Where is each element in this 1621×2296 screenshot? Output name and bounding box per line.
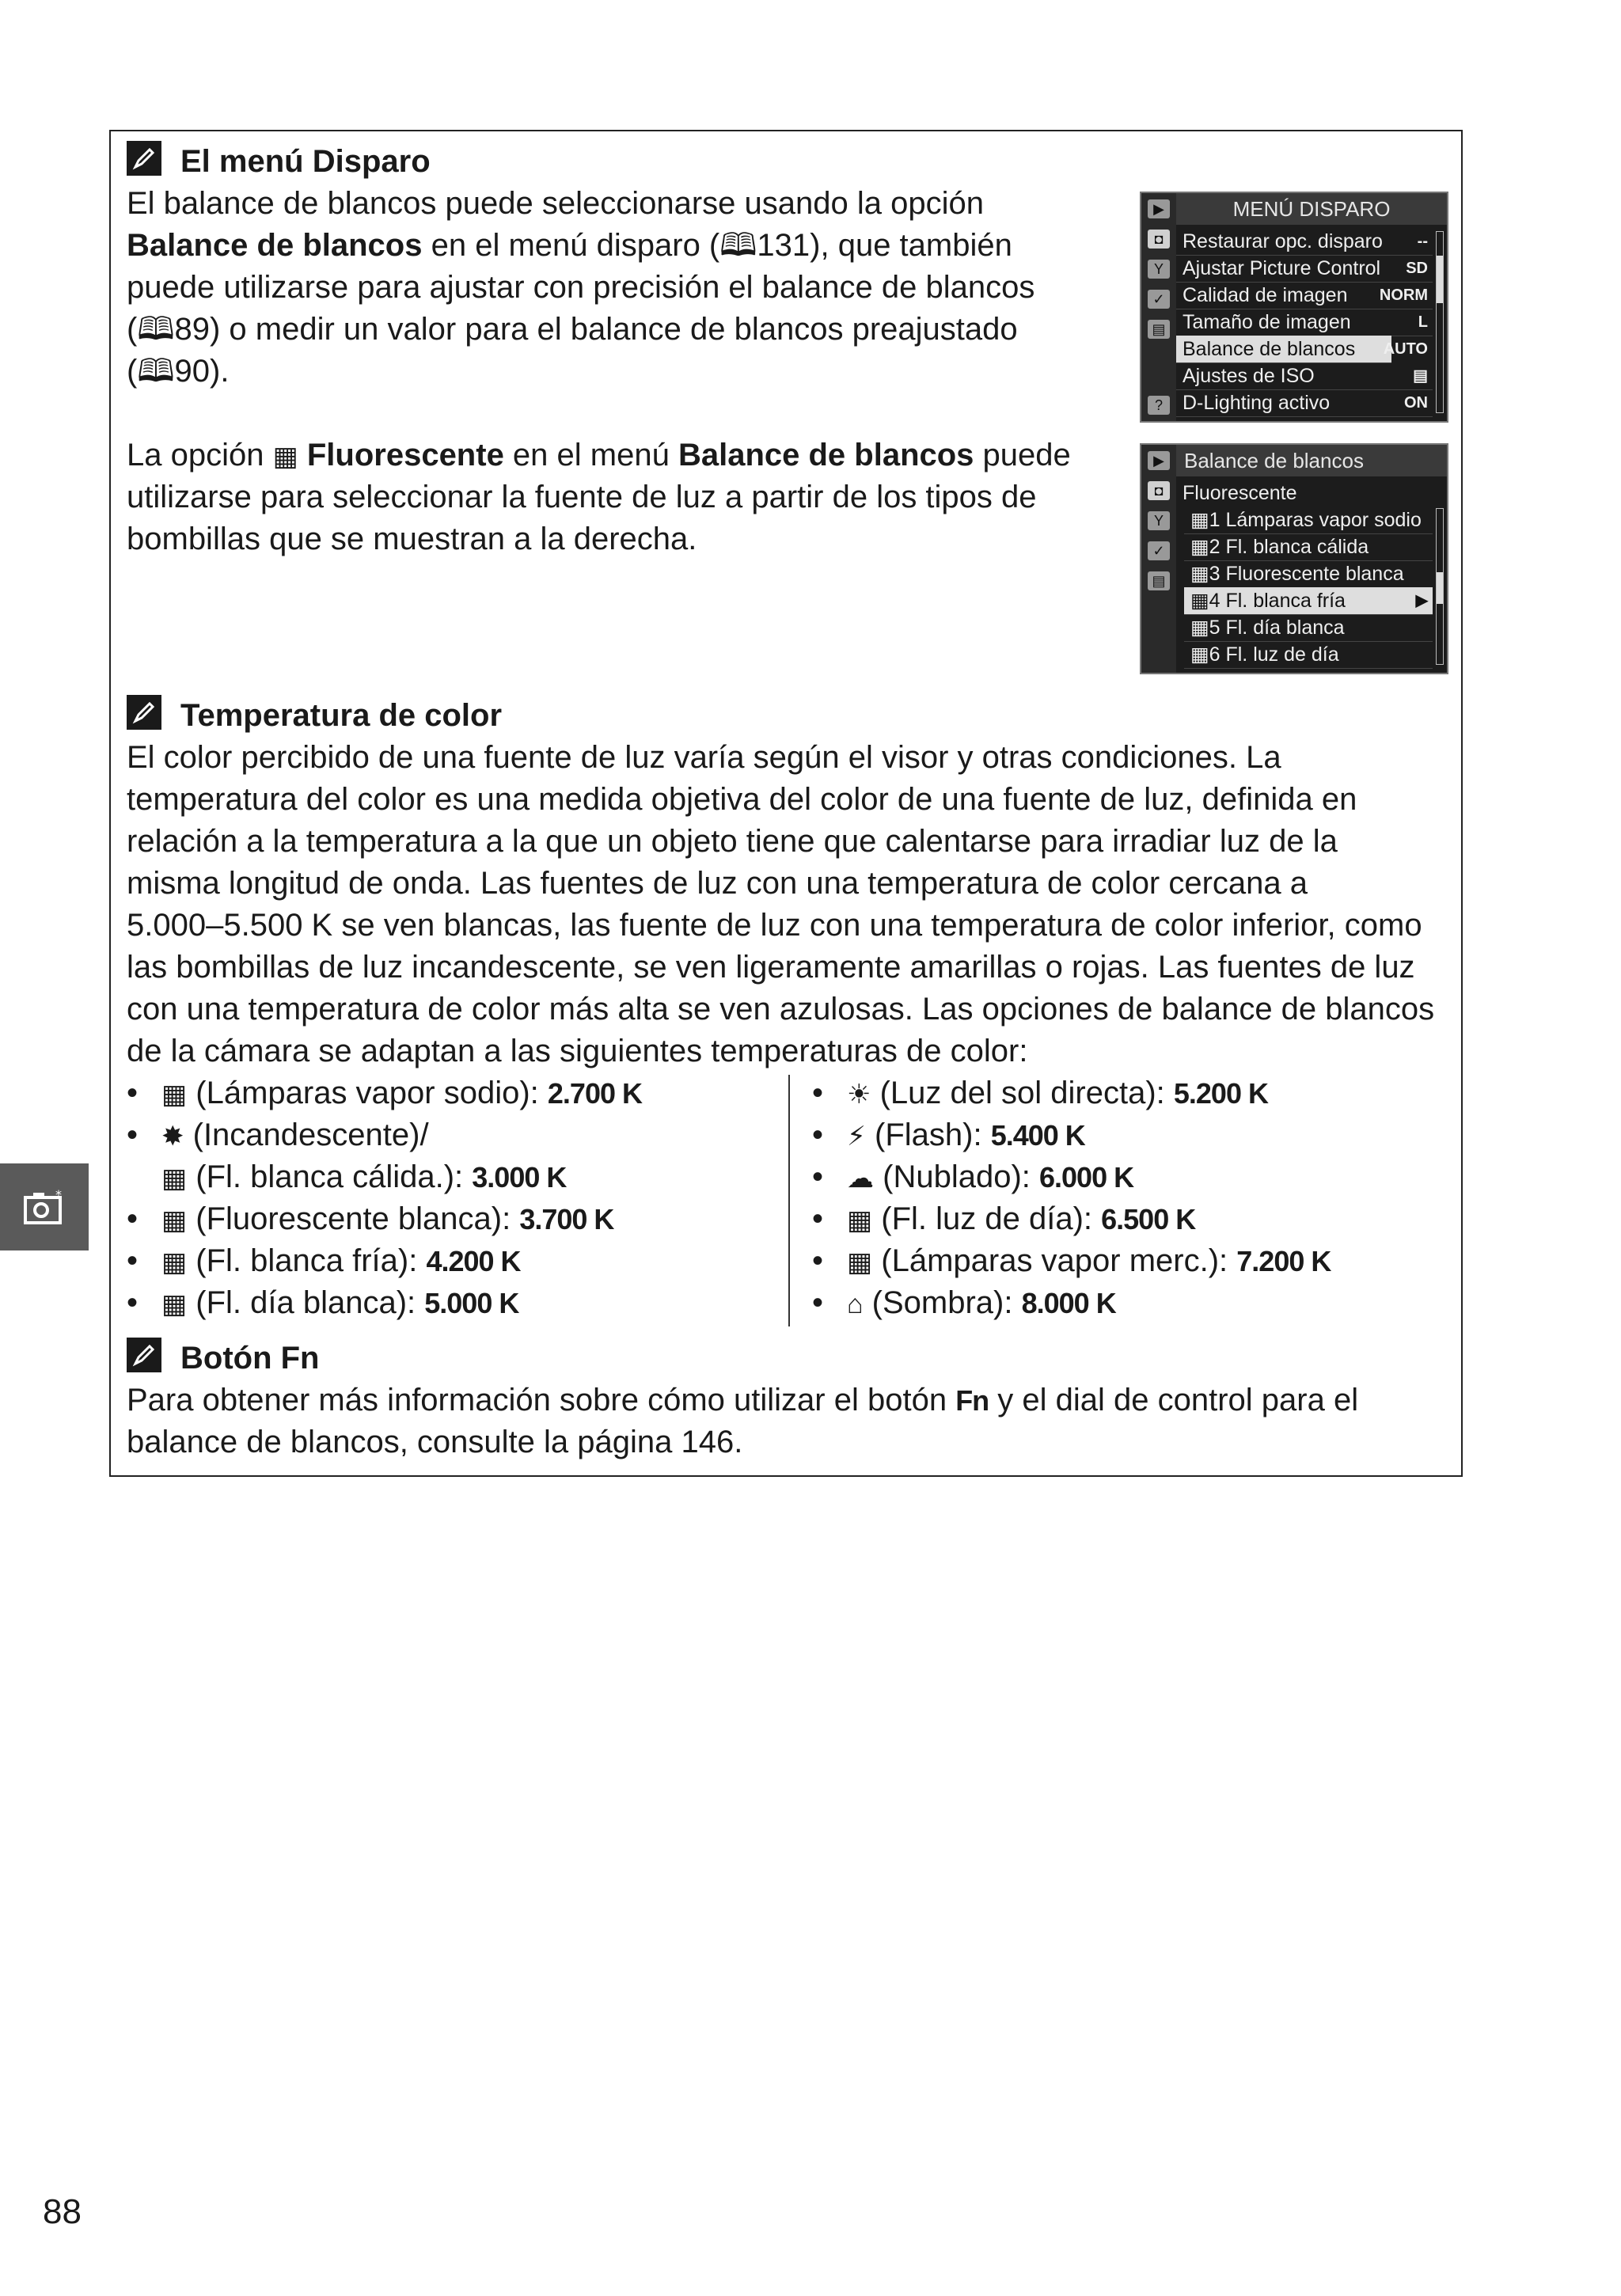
- menu-sidebar: [1141, 193, 1176, 421]
- list-item: ✸ (Incandescente)/: [161, 1114, 429, 1158]
- help-icon: ?: [1148, 396, 1170, 415]
- paragraph-line: las bombillas de luz incandescente, se ven ligeramente amarillas o rojas. Las fuentes de luz: [127, 950, 1415, 985]
- list-bullet: •: [812, 1243, 824, 1278]
- fluorescent-icon: ▦: [847, 1205, 873, 1235]
- retouch-menu-icon: ✓: [1148, 541, 1170, 560]
- list-bullet: •: [127, 1118, 139, 1152]
- list-bullet: •: [127, 1285, 139, 1320]
- paragraph-line: El balance de blancos puede seleccionarse usando la opción: [127, 186, 984, 221]
- screen-title: Balance de blancos: [1176, 445, 1447, 476]
- page-reference-icon: 🕮: [137, 354, 175, 389]
- menu-row-value: AUTO: [1383, 340, 1428, 358]
- fluorescent-icon: ▦: [161, 1163, 188, 1194]
- recent-menu-icon: ▤: [1148, 571, 1170, 590]
- list-item: ▦ (Lámparas vapor sodio): 2.700 K: [161, 1072, 642, 1116]
- fluorescent-option[interactable]: ▦3 Fluorescente blanca: [1184, 560, 1433, 588]
- list-bullet: •: [812, 1118, 824, 1152]
- paragraph-line: Para obtener más información sobre cómo utilizar el botón Fn y el dial de control para el: [127, 1383, 1359, 1417]
- paragraph-line: La opción ▦ Fluorescente en el menú Balance de blancos puede: [127, 435, 1071, 478]
- menu-row[interactable]: Calidad de imagen NORM: [1176, 282, 1433, 309]
- list-item: ▦ (Lámparas vapor merc.): 7.200 K: [847, 1240, 1331, 1284]
- paragraph-line: Balance de blancos en el menú disparo (🕮131), que también: [127, 228, 1012, 263]
- fluorescent-option[interactable]: ▦1 Lámparas vapor sodio: [1184, 507, 1433, 534]
- list-bullet: •: [127, 1201, 139, 1236]
- pencil-note-icon: [127, 695, 161, 730]
- paragraph-line: (🕮89) o medir un valor para el balance de blancos preajustado: [127, 312, 1018, 347]
- fluorescent-icon: ▦: [1190, 536, 1209, 558]
- list-bullet: •: [812, 1159, 824, 1194]
- paragraph-line: (🕮90).: [127, 354, 230, 389]
- playback-menu-icon: ▶: [1148, 451, 1170, 470]
- pencil-note-icon: [127, 141, 161, 176]
- fluorescent-icon: ▦: [847, 1247, 873, 1277]
- scrollbar[interactable]: [1436, 231, 1444, 413]
- paragraph-line: relación a la temperatura a la que un objeto tiene que calentarse para irradiar luz de la: [127, 824, 1338, 859]
- shade-icon: ⌂: [847, 1289, 864, 1319]
- screen-title: MENÚ DISPARO: [1176, 193, 1447, 225]
- menu-row[interactable]: Ajustes de ISO ▤: [1176, 362, 1433, 390]
- list-item: ▦ (Fl. luz de día): 6.500 K: [847, 1198, 1195, 1242]
- arrow-right-icon: ▶: [1415, 592, 1428, 609]
- list-item: ▦ (Fl. día blanca): 5.000 K: [161, 1282, 518, 1326]
- pencil-note-icon: [127, 1338, 161, 1372]
- menu-row[interactable]: Tamaño de imagen L: [1176, 309, 1433, 336]
- section-heading-temperatura: Temperatura de color: [180, 698, 503, 733]
- list-item: ⌂ (Sombra): 8.000 K: [847, 1282, 1116, 1326]
- list-bullet: •: [127, 1243, 139, 1278]
- paragraph-line: El color percibido de una fuente de luz varía según el visor y otras condiciones. La: [127, 740, 1281, 775]
- paragraph-line: utilizarse para seleccionar la fuente de luz a partir de los tipos de: [127, 480, 1037, 514]
- list-item-continuation: ▦ (Fl. blanca cálida.): 3.000 K: [161, 1156, 566, 1200]
- camera-menu-icon: ◘: [1148, 230, 1170, 249]
- fluorescent-icon: ▦: [161, 1247, 188, 1277]
- page-reference-icon: 🕮: [719, 228, 757, 263]
- fluorescent-icon: ▦: [272, 442, 298, 472]
- menu-row[interactable]: Ajustar Picture Control SD: [1176, 255, 1433, 283]
- white-balance-screen: [1140, 443, 1448, 674]
- paragraph-line: puede utilizarse para ajustar con precisión el balance de blancos: [127, 270, 1035, 305]
- fluorescent-icon: ▦: [1190, 563, 1209, 585]
- playback-menu-icon: ▶: [1148, 199, 1170, 218]
- list-bullet: •: [812, 1076, 824, 1110]
- paragraph-line: misma longitud de onda. Las fuentes de luz con una temperatura de color cercana a: [127, 866, 1308, 901]
- cloud-icon: ☁: [847, 1163, 874, 1194]
- recent-menu-icon: ▤: [1148, 320, 1170, 339]
- list-item: ☁ (Nublado): 6.000 K: [847, 1156, 1133, 1200]
- fluorescent-icon: ▦: [161, 1205, 188, 1235]
- list-item: ☀ (Luz del sol directa): 5.200 K: [847, 1072, 1268, 1116]
- fluorescent-icon: ▦: [1190, 509, 1209, 531]
- camera-menu-icon: ◘: [1148, 481, 1170, 500]
- shooting-menu-tab: [0, 1163, 89, 1250]
- setup-menu-icon: Y: [1148, 260, 1170, 279]
- fluorescent-option[interactable]: ▦5 Fl. día blanca: [1184, 614, 1433, 642]
- page-number: 88: [43, 2192, 82, 2231]
- flash-icon: ⚡: [847, 1121, 866, 1152]
- section-heading-menu-disparo: El menú Disparo: [180, 144, 431, 179]
- list-item: ▦ (Fluorescente blanca): 3.700 K: [161, 1198, 613, 1242]
- fluorescent-option[interactable]: ▦6 Fl. luz de día: [1184, 641, 1433, 669]
- column-divider: [788, 1075, 790, 1326]
- paragraph-line: con una temperatura de color más alta se ven azulosas. Las opciones de balance de blancos: [127, 992, 1435, 1027]
- menu-sidebar: [1141, 445, 1176, 673]
- fluorescent-icon: ▦: [161, 1289, 188, 1319]
- setup-menu-icon: Y: [1148, 511, 1170, 530]
- page-reference-icon: 🕮: [137, 312, 175, 347]
- list-bullet: •: [812, 1285, 824, 1320]
- fluorescent-option-selected[interactable]: ▦4 Fl. blanca fría ▶: [1184, 587, 1433, 615]
- fluorescent-icon: ▦: [161, 1080, 188, 1110]
- retouch-menu-icon: ✓: [1148, 290, 1170, 309]
- list-item: ▦ (Fl. blanca fría): 4.200 K: [161, 1240, 521, 1284]
- menu-row[interactable]: D-Lighting activo ON: [1176, 389, 1433, 417]
- shooting-menu-screen: [1140, 192, 1448, 423]
- scrollbar[interactable]: [1436, 508, 1444, 665]
- paragraph-line: temperatura del color es una medida objetiva del color de una fuente de luz, definida en: [127, 782, 1357, 817]
- sun-icon: ☀: [847, 1080, 871, 1110]
- menu-row-selected[interactable]: Balance de blancos: [1176, 336, 1391, 363]
- fluorescent-icon: ▦: [1190, 590, 1209, 612]
- fluorescent-icon: ▦: [1190, 643, 1209, 666]
- incandescent-icon: ✸: [161, 1121, 184, 1152]
- list-bullet: •: [127, 1076, 139, 1110]
- list-bullet: •: [812, 1201, 824, 1236]
- svg-text:*: *: [55, 1188, 62, 1202]
- fluorescent-icon: ▦: [1190, 617, 1209, 639]
- paragraph-line: de la cámara se adaptan a las siguientes temperaturas de color:: [127, 1034, 1028, 1068]
- list-item: ⚡ (Flash): 5.400 K: [847, 1114, 1085, 1158]
- section-heading-boton-fn: Botón Fn: [180, 1341, 320, 1376]
- paragraph-line: balance de blancos, consulte la página 146.: [127, 1425, 743, 1459]
- paragraph-line: bombillas que se muestran a la derecha.: [127, 522, 697, 556]
- menu-row[interactable]: Restaurar opc. disparo --: [1176, 228, 1433, 256]
- fluorescent-option[interactable]: ▦2 Fl. blanca cálida: [1184, 533, 1433, 561]
- screen-subtitle: Fluorescente: [1183, 482, 1297, 504]
- shooting-menu-tab-icon: [22, 1188, 66, 1226]
- paragraph-line: 5.000–5.500 K se ven blancas, las fuente de luz con una temperatura de color inferior, como: [127, 908, 1422, 943]
